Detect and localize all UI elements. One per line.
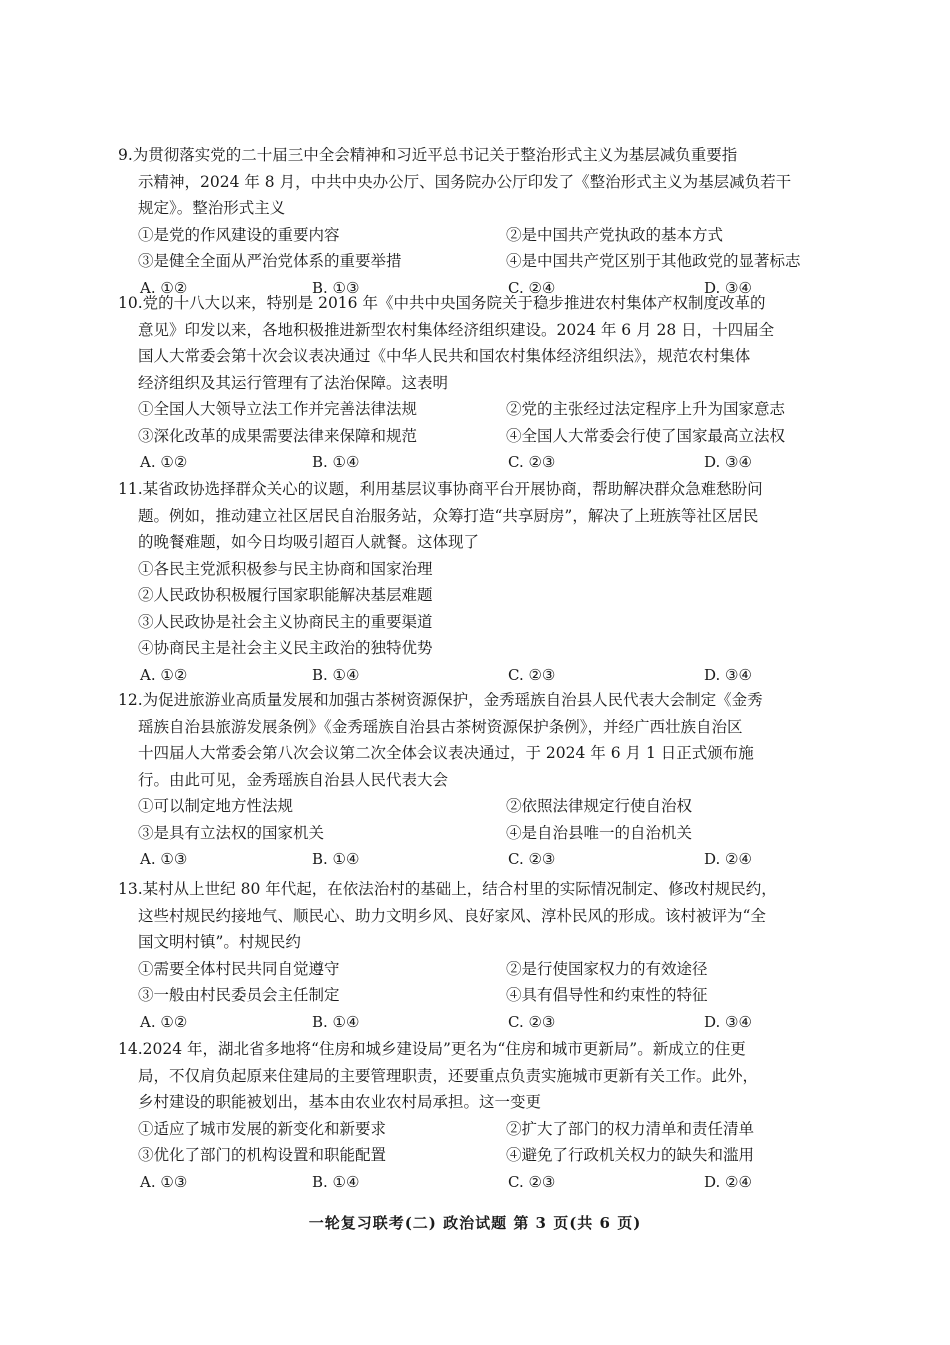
question-stem-line: 示精神，2024 年 8 月，中共中央办公厅、国务院办公厅印发了《整治形式主义为基层减负若干 xyxy=(138,172,792,191)
choice-row xyxy=(118,1169,846,1196)
choice-c: C. ②③ xyxy=(508,850,556,868)
statement-row xyxy=(118,956,846,983)
choice-b: B. ①④ xyxy=(312,1172,360,1191)
question-stem-line: 国人大常委会第十次会议表决通过《中华人民共和国农村集体经济组织法》，规范农村集体 xyxy=(138,347,751,365)
question-stem-line: 意见》印发以来，各地积极推进新型农村集体经济组织建设。2024 年 6 月 28 日，十四届全 xyxy=(138,320,775,339)
statement: ③深化改革的成果需要法律来保障和规范 xyxy=(138,426,418,445)
statement: ①需要全体村民共同自觉遵守 xyxy=(138,959,340,978)
choice-d: D. ③④ xyxy=(704,665,752,684)
page-footer: 一轮复习联考(二) 政治试题 第 3 页(共 6 页) xyxy=(308,1214,642,1232)
choice-c: C. ②④ xyxy=(508,278,556,297)
statement-row xyxy=(118,248,846,275)
statement: ①适应了城市发展的新变化和新要求 xyxy=(138,1119,387,1138)
question-stem-line: 9.为贯彻落实党的二十届三中全会精神和习近平总书记关于整治形式主义为基层减负重要指 xyxy=(118,146,738,164)
statement: ①可以制定地方性法规 xyxy=(138,797,294,815)
choice-c: C. ②③ xyxy=(508,1172,556,1191)
question-stem-line: 规定》。整治形式主义 xyxy=(138,199,286,217)
statement: ④是中国共产党区别于其他政党的显著标志 xyxy=(506,252,801,270)
choice-row xyxy=(118,449,846,476)
choice-b: B. ①④ xyxy=(312,1012,360,1031)
statement: ④避免了行政机关权力的缺失和滥用 xyxy=(506,1146,755,1164)
statement: ④具有倡导性和约束性的特征 xyxy=(506,986,708,1004)
choice-d: D. ②④ xyxy=(704,1172,752,1191)
question-stem-line: 国文明村镇”。村规民约 xyxy=(138,933,301,951)
statement: ②党的主张经过法定程序上升为国家意志 xyxy=(506,400,786,418)
statement-row xyxy=(118,793,846,820)
question-stem-line: 的晚餐难题，如今日均吸引超百人就餐。这体现了 xyxy=(138,533,480,551)
choice-a: A. ①② xyxy=(140,665,188,684)
statement: ③一般由村民委员会主任制定 xyxy=(138,986,340,1004)
statement: ④是自治县唯一的自治机关 xyxy=(506,823,693,842)
statement: ②依照法律规定行使自治权 xyxy=(506,797,693,815)
choice-b: B. ①③ xyxy=(312,278,360,297)
statement: ③人民政协是社会主义协商民主的重要渠道 xyxy=(138,612,433,631)
question-stem-line: 10.党的十八大以来，特别是 2016 年《中共中央国务院关于稳步推进农村集体产权制度改革的 xyxy=(118,294,766,312)
statement: ③是具有立法权的国家机关 xyxy=(138,823,325,842)
question-stem-line: 瑶族自治县旅游发展条例》《金秀瑶族自治县古茶树资源保护条例》，并经广西壮族自治区 xyxy=(138,717,743,736)
question-stem-line: 经济组织及其运行管理有了法治保障。这表明 xyxy=(138,373,449,392)
statement: ③优化了部门的机构设置和职能配置 xyxy=(138,1146,387,1164)
statement: ②是行使国家权力的有效途径 xyxy=(506,959,708,978)
question-13 xyxy=(118,876,846,1035)
question-stem-line: 十四届人大常委会第八次会议第二次全体会议表决通过，于 2024 年 6 月 1 日正式颁布施 xyxy=(138,744,754,762)
choice-a: A. ①② xyxy=(140,453,188,471)
statement-row xyxy=(118,982,846,1009)
statement-row xyxy=(118,820,846,847)
question-14 xyxy=(118,1036,846,1195)
choice-d: D. ②④ xyxy=(704,850,752,868)
choice-a: A. ①③ xyxy=(140,1172,188,1191)
choice-row xyxy=(118,1009,846,1036)
question-stem-line: 题。例如，推动建立社区居民自治服务站，众筹打造“共享厨房”，解决了上班族等社区居民 xyxy=(138,506,759,525)
statement-row xyxy=(118,222,846,249)
choice-b: B. ①④ xyxy=(312,850,360,868)
statement: ③是健全全面从严治党体系的重要举措 xyxy=(138,252,402,270)
choice-b: B. ①④ xyxy=(312,453,360,471)
choice-d: D. ③④ xyxy=(704,453,752,471)
statement: ④协商民主是社会主义民主政治的独特优势 xyxy=(138,639,433,657)
choice-a: A. ①② xyxy=(140,278,188,297)
question-10 xyxy=(118,290,846,476)
statement: ②是中国共产党执政的基本方式 xyxy=(506,225,724,244)
statement-row xyxy=(118,1116,846,1143)
statement: ④全国人大常委会行使了国家最高立法权 xyxy=(506,426,786,445)
question-12 xyxy=(118,687,846,873)
choice-b: B. ①④ xyxy=(312,665,360,684)
question-stem-line: 这些村规民约接地气、顺民心、助力文明乡风、良好家风、淳朴民风的形成。该村被评为“全 xyxy=(138,906,766,925)
statement: ①全国人大领导立法工作并完善法律法规 xyxy=(138,400,418,418)
question-stem-line: 14.2024 年，湖北省多地将“住房和城乡建设局”更名为“住房和城市更新局”。新成立的住更 xyxy=(118,1040,746,1058)
question-stem-line: 行。由此可见，金秀瑶族自治县人民代表大会 xyxy=(138,770,449,789)
statement: ②人民政协积极履行国家职能解决基层难题 xyxy=(138,586,433,604)
statement: ②扩大了部门的权力清单和责任清单 xyxy=(506,1119,755,1138)
choice-c: C. ②③ xyxy=(508,665,556,684)
choice-row xyxy=(118,846,846,873)
question-11 xyxy=(118,476,846,688)
choice-d: D. ③④ xyxy=(704,278,752,297)
question-stem-line: 乡村建设的职能被划出，基本由农业农村局承担。这一变更 xyxy=(138,1093,542,1111)
statement: ①是党的作风建设的重要内容 xyxy=(138,225,340,244)
question-stem-line: 11.某省政协选择群众关心的议题，利用基层议事协商平台开展协商，帮助解决群众急难愁盼问 xyxy=(118,480,763,498)
question-stem-line: 13.某村从上世纪 80 年代起，在依法治村的基础上，结合村里的实际情况制定、修改村规民约， xyxy=(118,880,777,898)
choice-a: A. ①③ xyxy=(140,850,188,868)
question-9 xyxy=(118,142,846,301)
statement-row xyxy=(118,423,846,450)
statement: ①各民主党派积极参与民主协商和国家治理 xyxy=(138,559,433,578)
question-stem-line: 局，不仅肩负起原来住建局的主要管理职责，还要重点负责实施城市更新有关工作。此外， xyxy=(138,1066,759,1085)
statement-row xyxy=(118,396,846,423)
question-stem-line: 12.为促进旅游业高质量发展和加强古茶树资源保护，金秀瑶族自治县人民代表大会制定《金秀 xyxy=(118,691,763,709)
choice-a: A. ①② xyxy=(140,1012,188,1031)
choice-c: C. ②③ xyxy=(508,453,556,471)
choice-c: C. ②③ xyxy=(508,1012,556,1031)
statement-row xyxy=(118,1142,846,1169)
choice-d: D. ③④ xyxy=(704,1012,752,1031)
choice-row xyxy=(118,662,846,689)
